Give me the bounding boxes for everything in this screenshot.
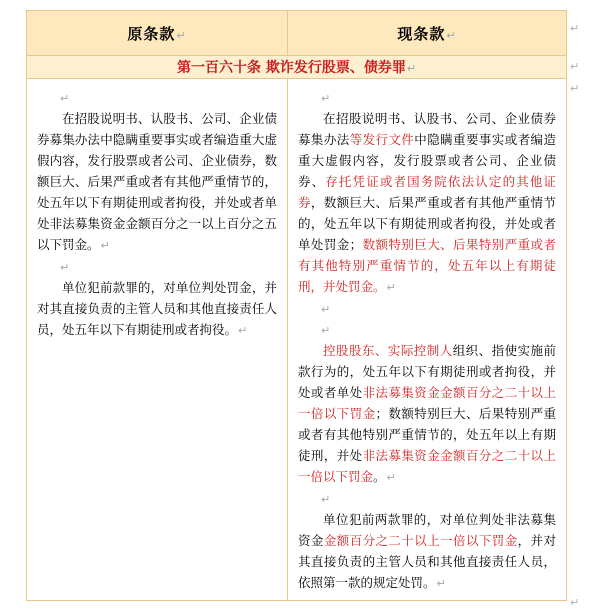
emphasis-text: 金额百分之二十以上一倍以下罚金 [323,533,518,548]
header-row [27,11,567,56]
clause-text: 组织、指使实施前款行为的，处五年以下有期徒刑或者拘役，并处或者单处 [298,343,556,400]
clause-text: 。 [373,469,386,484]
original-clause-cell: ↵ 在招股说明书、认股书、公司、企业债券募集办法中隐瞒重要事实或者编造重大虚假内容，发行股票或者公司、企业债券，数额巨大、后果严重或者有其他严重情节的，处五年以下有期徒刑或者拘役，并处或者单处非法募集资金金额百分之一以上百分之五以下罚金。↵ ↵ 单位犯前款罪的，对单位判处罚金，并对其直接负责的主管人员和其他直接责任人员，处五年以下有期徒刑或者拘役。↵ [27,79,288,601]
content-row [27,79,567,601]
clause-text: ，并对其直接负责的主管人员和其他直接责任人员，依照第一款的规定处罚。 [298,533,556,590]
row-end-mark: ↵ [570,22,580,35]
header-original: 原条款↵ [27,11,288,56]
article-title-row [27,56,567,79]
clause-text: ；数额特别巨大、后果特别严重或者有其他特别严重情节的，处五年以上有期徒刑，并处 [298,406,556,463]
comparison-table [26,10,567,601]
current-para-3: 单位犯前两款罪的，对单位判处非法募集资金金额百分之二十以上一倍以下罚金，并对其直接负责的主管人员和其他直接责任人员，依照第一款的规定处罚。↵ [298,512,556,590]
clause-text: ，数额巨大、后果严重或者有其他严重情节的，处五年以下有期徒刑或者拘役，并处或者单处罚金； [298,195,556,252]
clause-text: 单位犯前两款罪的，对单位判处非法募集资金 [298,512,556,548]
row-end-mark: ↵ [570,596,580,609]
emphasis-text: 数额特别巨大、后果特别严重或者有其他特别严重情节的，处五年以上有期徒刑，并处罚金。 [298,237,556,294]
article-title-cell: 第一百六十条 欺诈发行股票、债券罪↵ [27,56,567,79]
current-para-1: 在招股说明书、认股书、公司、企业债券募集办法等发行文件中隐瞒重要事实或者编造重大虚假内容，发行股票或者公司、企业债券、存托凭证或者国务院依法认定的其他证券，数额巨大、后果严重或者有其他严重情节的，处五年以下有期徒刑或者拘役，并处或者单处罚金；数额特别巨大、后果特别严重或者有其他特别严重情节的，处五年以上有期徒刑，并处罚金。↵ [298,111,556,294]
emphasis-text: 等发行文件 [349,132,415,147]
emphasis-text: 非法募集资金金额百分之二十以上一倍以下罚金 [298,448,556,484]
clause-text: 中隐瞒重要事实或者编造重大虚假内容，发行股票或者公司、企业债券、 [298,132,556,189]
header-current-label: 现条款 [397,24,446,43]
header-current: 现条款↵ [288,11,567,56]
original-para-2: 单位犯前款罪的，对单位判处罚金，并对其直接负责的主管人员和其他直接责任人员，处五年以下有期徒刑或者拘役。↵ [37,280,277,337]
current-para-2: 控股股东、实际控制人组织、指使实施前款行为的，处五年以下有期徒刑或者拘役，并处或者单处非法募集资金金额百分之二十以上一倍以下罚金；数额特别巨大、后果特别严重或者有其他特别严重情节的，处五年以上有期徒刑，并处非法募集资金金额百分之二十以上一倍以下罚金。↵ [298,343,556,484]
clause-text: 在招股说明书、认股书、公司、企业债券募集办法 [298,111,556,147]
emphasis-text: 存托凭证或者国务院依法认定的其他证券 [298,174,556,210]
article-title: 第一百六十条 欺诈发行股票、债券罪 [176,60,406,76]
original-para-1: 在招股说明书、认股书、公司、企业债券募集办法中隐瞒重要事实或者编造重大虚假内容，发行股票或者公司、企业债券，数额巨大、后果严重或者有其他严重情节的，处五年以下有期徒刑或者拘役，并处或者单处非法募集资金金额百分之一以上百分之五以下罚金。↵ [37,111,277,252]
emphasis-text: 非法募集资金金额百分之二十以上一倍以下罚金 [298,385,556,421]
row-end-mark: ↵ [570,82,580,95]
comparison-document [26,10,566,601]
row-end-mark: ↵ [570,60,580,73]
emphasis-text: 控股股东、实际控制人 [323,343,453,358]
current-clause-cell: ↵ 在招股说明书、认股书、公司、企业债券募集办法等发行文件中隐瞒重要事实或者编造重大虚假内容，发行股票或者公司、企业债券、存托凭证或者国务院依法认定的其他证券，数额巨大、后果严重或者有其他严重情节的，处五年以下有期徒刑或者拘役，并处或者单处罚金；数额特别巨大、后果特别严重或者有其他特别严重情节的，处五年以上有期徒刑，并处罚金。↵ ↵ ↵ 控股股东、实际控制人组织、指使实施前款行为的，处五年以下有期徒刑或者拘役，并处或者单处非法募集资金金额百分之二十以上一倍以下罚金；数额特别巨大、后果特别严重或者有其他特别严重情节的，处五年以上有期徒刑，并处非法募集资金金额百分之二十以上一倍以下罚金。↵ ↵ 单位犯前两款罪的，对单位判处非法募集资金金额百分之二十以上一倍以下罚金，并对其直接负责的主管人员和其他直接责任人员，依照第一款的规定处罚。↵ [288,79,567,601]
header-original-label: 原条款 [127,24,176,43]
